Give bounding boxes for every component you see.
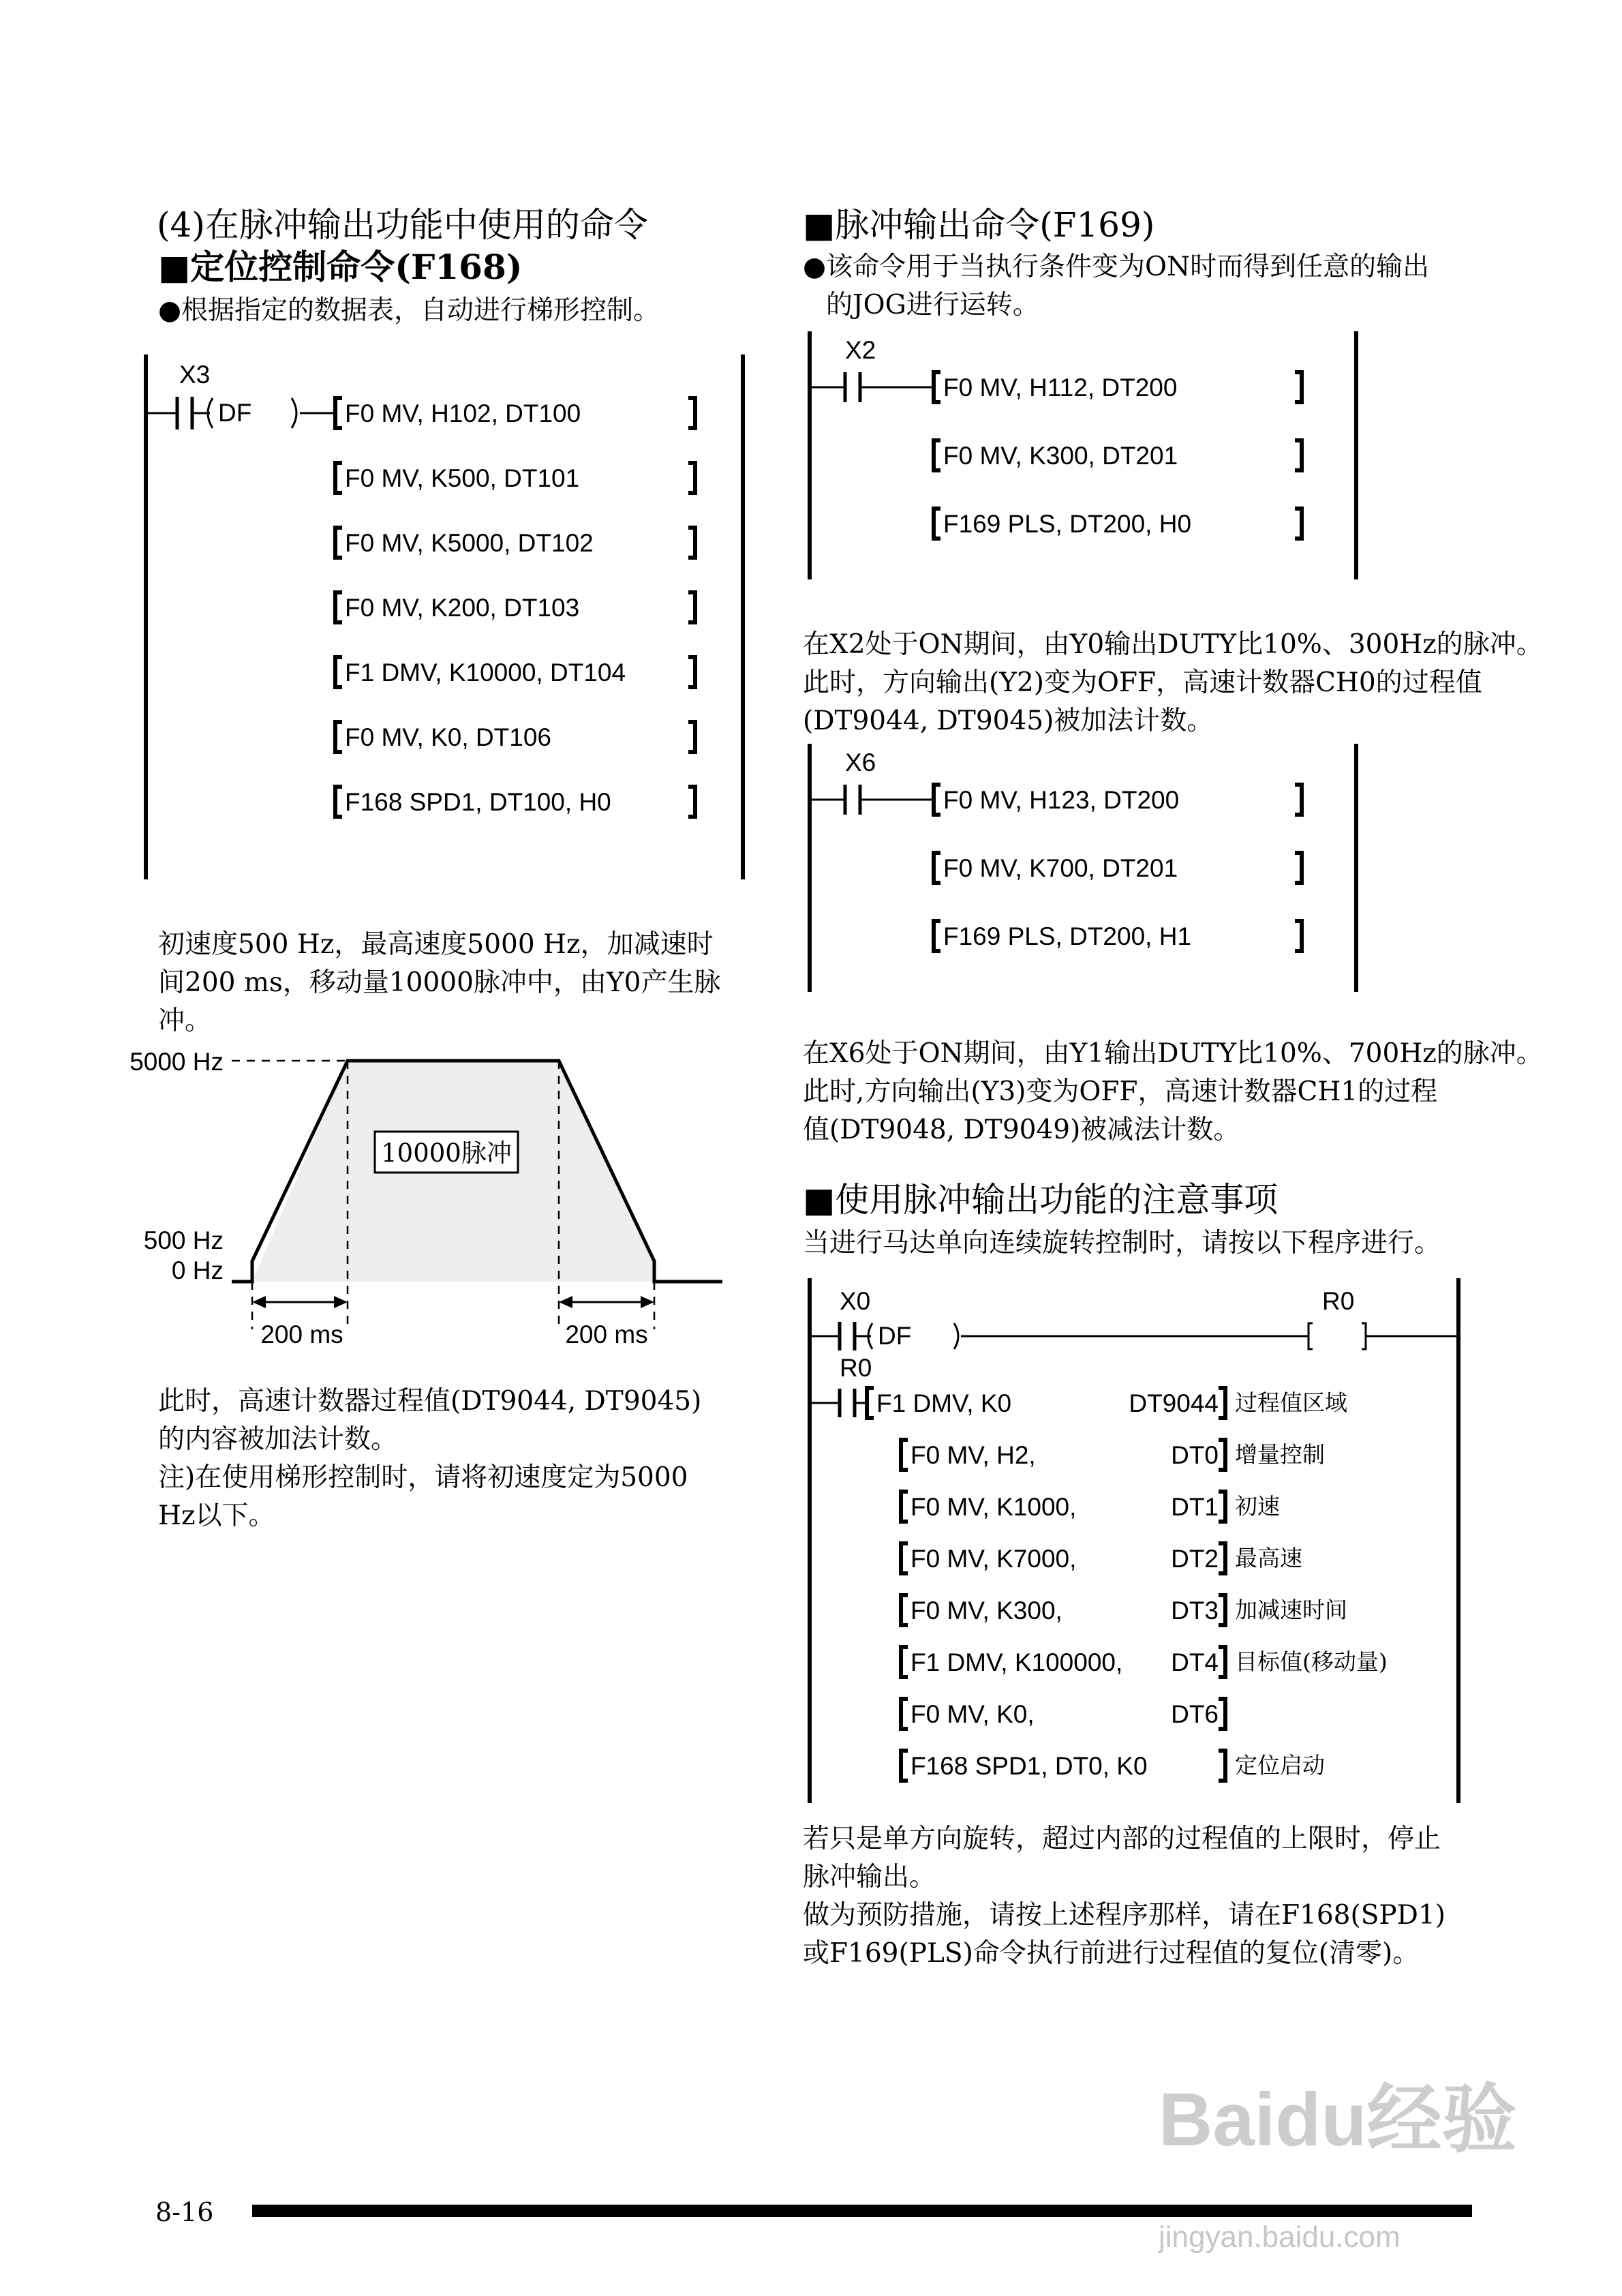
instruction-text: F1 DMV, K0 <box>876 1389 1012 1417</box>
instruction-text: F0 MV, K0, <box>911 1700 1035 1728</box>
close-bracket <box>1219 1543 1225 1573</box>
close-bracket <box>1219 1492 1225 1522</box>
open-bracket <box>335 398 342 428</box>
instruction-comment: 加减速时间 <box>1235 1597 1347 1623</box>
f169-bullet-line2: 的JOG进行运转。 <box>826 290 1039 320</box>
close-bracket <box>1219 1388 1225 1418</box>
open-bracket <box>934 785 940 815</box>
open-bracket <box>901 1751 908 1781</box>
contact-label: X6 <box>845 749 876 776</box>
instruction-text: F0 MV, K0, DT106 <box>345 723 551 751</box>
instruction-text: F169 PLS, DT200, H0 <box>943 510 1192 538</box>
ladder-f168 <box>136 341 763 886</box>
instruction-text: F0 MV, H112, DT200 <box>943 374 1178 402</box>
f168-title: ■定位控制命令(F168) <box>158 247 523 287</box>
close-bracket <box>1295 440 1302 470</box>
open-bracket <box>934 440 940 470</box>
instruction-text: F0 MV, K5000, DT102 <box>345 529 594 557</box>
df-label: DF <box>878 1322 912 1350</box>
notes-title: ■使用脉冲输出功能的注意事项 <box>803 1180 1279 1220</box>
instruction-text: F0 MV, H123, DT200 <box>943 786 1180 814</box>
instruction-operand: DT3 <box>1171 1597 1219 1625</box>
f168-bullet: ●根据指定的数据表，自动进行梯形控制。 <box>158 295 660 326</box>
close-bracket <box>1295 372 1302 402</box>
instruction-text: F0 MV, K300, DT201 <box>943 442 1178 470</box>
open-bracket <box>335 722 342 752</box>
contact-label: X2 <box>845 336 876 364</box>
f169-bullet-line1: ●该命令用于当执行条件变为ON时而得到任意的输出 <box>803 252 1430 282</box>
close-bracket <box>1219 1699 1225 1729</box>
close-bracket <box>1295 853 1302 883</box>
f168-desc-line1: 初速度500 Hz，最高速度5000 Hz，加减速时 <box>158 929 714 960</box>
notes-intro: 当进行马达单向连续旋转控制时，请按以下程序进行。 <box>803 1228 1441 1258</box>
close-bracket <box>1219 1751 1225 1781</box>
close-bracket <box>688 657 695 687</box>
ladder-f169-x2 <box>797 320 1377 586</box>
open-bracket <box>934 921 940 951</box>
instruction-text: F0 MV, H2, <box>911 1441 1036 1469</box>
instruction-comment: 增量控制 <box>1235 1441 1325 1468</box>
instruction-operand: DT1 <box>1171 1493 1219 1521</box>
instruction-text: F168 SPD1, DT100, H0 <box>345 788 611 816</box>
instruction-operand: DT9044 <box>1129 1389 1219 1417</box>
y-zero-label: 0 Hz <box>171 1256 224 1284</box>
close-bracket <box>1219 1647 1225 1677</box>
open-bracket <box>901 1492 908 1522</box>
f169-desc2-line2: 此时,方向输出(Y3)变为OFF，高速计数器CH1的过程 <box>803 1076 1438 1107</box>
close-bracket <box>1295 921 1302 951</box>
open-bracket <box>867 1388 874 1418</box>
instruction-text: F0 MV, K500, DT101 <box>345 464 580 492</box>
instruction-comment: 初速 <box>1235 1493 1280 1520</box>
instruction-operand: DT6 <box>1171 1700 1219 1728</box>
open-bracket <box>934 509 940 539</box>
open-bracket <box>335 463 342 493</box>
notes-desc-line4: 或F169(PLS)命令执行前进行过程值的复位(清零)。 <box>803 1938 1420 1969</box>
ladder-notes <box>797 1265 1479 1810</box>
page-number: 8-16 <box>155 2197 214 2227</box>
close-bracket <box>688 528 695 558</box>
open-bracket <box>335 787 342 817</box>
f169-desc1-line2: 此时，方向输出(Y2)变为OFF，高速计数器CH0的过程值 <box>803 667 1482 698</box>
instruction-operand: DT4 <box>1171 1648 1219 1676</box>
footer-rule <box>252 2205 1472 2217</box>
close-bracket <box>688 463 695 493</box>
f168-desc-line2: 间200 ms，移动量10000脉冲中，由Y0产生脉 <box>158 967 721 998</box>
coil-label: R0 <box>1322 1287 1355 1315</box>
instruction-text: F0 MV, K7000, <box>911 1545 1077 1573</box>
f168-desc-line3: 冲。 <box>158 1006 212 1036</box>
instruction-text: F0 MV, K1000, <box>911 1493 1077 1521</box>
instruction-comment: 目标值(移动量) <box>1235 1648 1388 1675</box>
notes-desc-line3: 做为预防措施，请按上述程序那样，请在F168(SPD1) <box>803 1900 1445 1931</box>
open-bracket <box>901 1595 908 1625</box>
instruction-text: F169 PLS, DT200, H1 <box>943 922 1192 950</box>
notes-desc-line1: 若只是单方向旋转，超过内部的过程值的上限时，停止 <box>803 1824 1441 1854</box>
open-bracket <box>335 528 342 558</box>
open-bracket <box>901 1440 908 1470</box>
f169-desc2-line1: 在X6处于ON期间，由Y1输出DUTY比10%、700Hz的脉冲。 <box>803 1038 1543 1069</box>
instruction-text: F1 DMV, K10000, DT104 <box>345 659 626 686</box>
contact-label: X3 <box>179 361 211 389</box>
f169-desc1-line1: 在X2处于ON期间，由Y0输出DUTY比10%、300Hz的脉冲。 <box>803 629 1543 660</box>
instruction-text: F1 DMV, K100000, <box>911 1648 1123 1676</box>
watermark-logo: Baidu经验 <box>1159 2078 1517 2162</box>
close-bracket <box>1295 509 1302 539</box>
instruction-operand: DT2 <box>1171 1545 1219 1573</box>
watermark-url: jingyan.baidu.com <box>1159 2220 1401 2254</box>
f169-title: ■脉冲输出命令(F169) <box>803 205 1155 245</box>
instruction-operand: DT0 <box>1171 1441 1219 1469</box>
instruction-comment: 过程值区域 <box>1235 1389 1347 1416</box>
left-note-line3: 注)在使用梯形控制时，请将初速度定为5000 <box>158 1462 688 1493</box>
instruction-text: F0 MV, K200, DT103 <box>345 594 580 622</box>
close-bracket <box>688 722 695 752</box>
instruction-text: F0 MV, H102, DT100 <box>345 399 581 427</box>
instruction-comment: 最高速 <box>1235 1545 1302 1571</box>
close-bracket <box>688 787 695 817</box>
open-bracket <box>901 1543 908 1573</box>
y-high-label: 5000 Hz <box>129 1048 224 1076</box>
pulse-box-label: 10000脉冲 <box>381 1138 512 1168</box>
ladder-f169-x6 <box>797 733 1377 999</box>
close-bracket <box>1219 1440 1225 1470</box>
open-bracket <box>901 1699 908 1729</box>
instruction-text: F0 MV, K700, DT201 <box>943 854 1178 882</box>
f169-desc2-line3: 值(DT9048, DT9049)被减法计数。 <box>803 1115 1240 1145</box>
close-bracket <box>688 592 695 622</box>
instruction-text: F168 SPD1, DT0, K0 <box>911 1752 1148 1780</box>
close-bracket <box>688 398 695 428</box>
close-bracket <box>1219 1595 1225 1625</box>
open-bracket <box>934 372 940 402</box>
left-note-line1: 此时，高速计数器过程值(DT9044, DT9045) <box>158 1386 702 1417</box>
open-bracket <box>335 657 342 687</box>
contact-x0-label: X0 <box>840 1287 871 1315</box>
notes-desc-line2: 脉冲输出。 <box>803 1862 936 1892</box>
speed-profile-chart <box>123 1043 736 1357</box>
contact-r0-label: R0 <box>840 1354 872 1382</box>
left-note-line4: Hz以下。 <box>158 1500 275 1531</box>
decel-time-label: 200 ms <box>565 1320 648 1348</box>
open-bracket <box>934 853 940 883</box>
instruction-text: F0 MV, K300, <box>911 1597 1062 1625</box>
accel-time-label: 200 ms <box>260 1320 343 1348</box>
close-bracket <box>1295 785 1302 815</box>
y-low-label: 500 Hz <box>143 1226 224 1254</box>
open-bracket <box>901 1647 908 1677</box>
section-heading: (4)在脉冲输出功能中使用的命令 <box>157 205 648 245</box>
df-label: DF <box>218 399 252 427</box>
f169-desc1-line3: (DT9044, DT9045)被加法计数。 <box>803 706 1214 736</box>
instruction-comment: 定位启动 <box>1235 1752 1325 1779</box>
left-note-line2: 的内容被加法计数。 <box>158 1424 398 1455</box>
open-bracket <box>335 592 342 622</box>
